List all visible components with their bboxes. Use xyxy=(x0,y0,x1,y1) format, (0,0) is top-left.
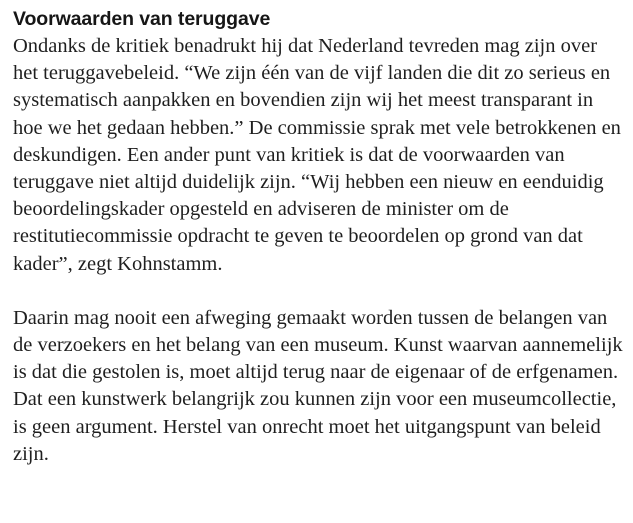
article-paragraph-1: Ondanks de kritiek benadrukt hij dat Nederland tevreden mag zijn over het teruggavebeleid. “We zijn één van de vijf landen die dit zo serieus en systematisch aanpakken en bovendien zijn wij het meest transparant in hoe we het gedaan hebben.” De commissie sprak met vele betrokkenen en deskundigen. Een ander punt van kritiek is dat de voorwaarden van teruggave niet altijd duidelijk zijn. “Wij hebben een nieuw en eenduidig beoordelingskader opgesteld en adviseren de minister om de restitutiecommissie opdracht te geven te beoordelen op grond van dat kader”, zegt Kohnstamm. xyxy=(13,35,621,275)
article-paragraph-2: Daarin mag nooit een afweging gemaakt worden tussen de belangen van de verzoekers en het belang van een museum. Kunst waarvan aannemelijk is dat die gestolen is, moet altijd terug naar de eigenaar of de erfgenamen. Dat een kunstwerk belangrijk zou kunnen zijn voor een museumcollectie, is geen argument. Herstel van onrecht moet het uitgangspunt van beleid zijn. xyxy=(13,306,623,465)
article-body xyxy=(13,6,625,468)
section-heading: Voorwaarden van teruggave xyxy=(13,8,271,30)
